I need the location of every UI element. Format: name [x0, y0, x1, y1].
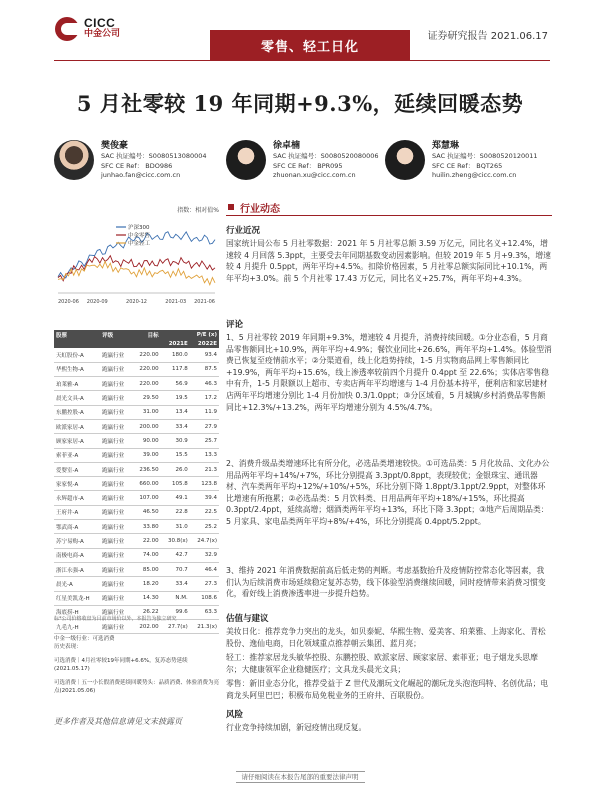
cell-rating: 跑赢行业 [100, 405, 132, 419]
subsection-title: 行业近况 [226, 226, 261, 236]
subsection-title: 风险 [226, 710, 244, 720]
stock-chart-panel [54, 205, 219, 305]
cell-pe-2022e: 25.7 [190, 434, 219, 448]
cell-pe-2021e: 19.5 [161, 391, 190, 405]
table-row [54, 491, 219, 505]
analyst-card [385, 140, 555, 190]
cell-pe-2021e: 15.5 [161, 448, 190, 462]
table-subheader-row [54, 339, 219, 348]
cell-rating: 跑赢行业 [100, 520, 132, 534]
paragraph: 3、维持 2021 年消费数据前高后低走势的判断。考虑基数抬升及疫情防控常态化等因素，我们认为后续消费市场延续稳定复苏态势，线下体验型消费继续回暖，同时疫情带来消费习惯变化，看好线上消费渗透率进一步提升趋势。 [226, 566, 546, 599]
cell-stock: 珀莱雅-A [54, 377, 100, 391]
cell-rating: 跑赢行业 [100, 577, 132, 591]
cell-stock: 华熙生物-A [54, 362, 100, 376]
cell-target: 33.80 [132, 520, 161, 534]
cell-pe-2021e: 30.8(x) [161, 534, 190, 548]
cell-stock: 苏宁易购-A [54, 534, 100, 548]
legend-label: 中金零售 [128, 233, 151, 239]
cell-rating: 跑赢行业 [100, 605, 132, 619]
analyst-sac: SAC 执证编号：S0080520120011 [432, 152, 538, 160]
cell-pe-2022e: 108.6 [190, 591, 219, 605]
cell-rating: 跑赢行业 [100, 548, 132, 562]
cicc-logo-icon [54, 16, 80, 42]
cell-pe-2021e: 117.8 [161, 362, 190, 376]
section-header [226, 200, 552, 216]
cell-pe-2022e: 22.5 [190, 505, 219, 519]
footer-disclaimer [0, 772, 600, 781]
analyst-sfc: SFC CE Ref： BPR095 [273, 161, 343, 170]
cell-pe-2022e: 24.7(x) [190, 534, 219, 548]
analyst-avatar [54, 140, 94, 180]
cell-rating: 跑赢行业 [100, 362, 132, 376]
cell-target: 26.22 [132, 605, 161, 619]
cell-target: 46.50 [132, 505, 161, 519]
cell-rating: 跑赢行业 [100, 562, 132, 576]
analyst-sfc: SFC CE Ref： BQT265 [432, 161, 503, 170]
table-row [54, 434, 219, 448]
cell-pe-2021e: 33.4 [161, 419, 190, 433]
related-report-link[interactable]: 可选消费｜4月社零较19年同期+6.6%，复苏态势延续(2021.05.17) [54, 658, 188, 672]
cell-rating: 跑赢行业 [100, 620, 132, 634]
cell-target: 202.00 [132, 620, 161, 634]
cell-rating: 跑赢行业 [100, 505, 132, 519]
cell-rating: 跑赢行业 [100, 477, 132, 491]
cell-stock: 晨光-A [54, 577, 100, 591]
cell-rating: 跑赢行业 [100, 391, 132, 405]
cell-target: 22.00 [132, 534, 161, 548]
logo-cn: 中金公司 [84, 29, 121, 39]
cell-target: 39.00 [132, 448, 161, 462]
subsection-title: 估值与建议 [226, 614, 269, 624]
cell-pe-2022e: 27.9 [190, 419, 219, 433]
left-notes [54, 635, 219, 695]
cell-pe-2022e: 39.4 [190, 491, 219, 505]
report-type-date: 证券研究报告 2021.06.17 [427, 31, 548, 42]
cell-pe-2022e: 11.9 [190, 405, 219, 419]
paragraph: 2、消费升级品类增速环比有所分化，必选品类增速较快。①可选品类：5 月化妆品、文化办公用品两年平均+14%/+7%，环比分别提高 3.3ppt/0.8ppt，表现较优；金银珠宝、通讯器材、汽车类两年平均+12%/+10%/+5%，环比分别下降 1.8ppt/3.1ppt/2.9ppt，对整体环比增速有所拖累；②必选品类：5 月饮料类、日用品两年平均+18%/+15%，环比提高 0.3ppt/2.4ppt，延续高增；烟酒类两年平均+13%，环比下降 3.3ppt；③地产后周期品类：5 月家具、家电品类两年平均+8%/+4%，环比分别提高 0.4ppt/5.2ppt。 [226, 459, 550, 526]
section-square-icon [228, 204, 234, 210]
cell-target: 85.00 [132, 562, 161, 576]
cell-stock: 东鹏控股-A [54, 405, 100, 419]
cell-rating: 跑赢行业 [100, 348, 132, 362]
cell-target: 29.50 [132, 391, 161, 405]
cell-pe-2022e: 46.4 [190, 562, 219, 576]
cell-target: 220.00 [132, 377, 161, 391]
col-stock: 股票 [54, 330, 100, 339]
cell-rating: 跑赢行业 [100, 434, 132, 448]
stock-valuation-table [54, 330, 219, 634]
cell-pe-2021e: N.M. [161, 591, 190, 605]
chart-unit-label: 指数：相对值% [177, 207, 219, 214]
header-divider [54, 60, 550, 61]
cell-rating: 跑赢行业 [100, 534, 132, 548]
table-row [54, 548, 219, 562]
table-row [54, 377, 219, 391]
cell-target: 74.00 [132, 548, 161, 562]
paragraph: 轻工：推荐家居龙头敏华控股、东鹏控股、欧派家居、顾家家居、索菲亚；电子烟龙头思摩尔；大健康领军企业稳健医疗；文具龙头晨光文具； [226, 653, 538, 674]
table-row [54, 462, 219, 476]
analyst-name: 樊俊豪 [101, 141, 129, 151]
cell-stock: 索菲亚-A [54, 448, 100, 462]
page-title: 5 月社零较 19 年同期+9.3%，延续回暖态势 [76, 91, 524, 116]
cell-stock: 九毛九-H [54, 620, 100, 634]
cell-stock: 顾家家居-A [54, 434, 100, 448]
industry-label: 中金一级行业：可选消费 [54, 636, 115, 642]
analyst-email: junhao.fan@cicc.com.cn [101, 171, 181, 179]
cell-pe-2022e: 63.3 [190, 605, 219, 619]
cell-stock: 王府井-A [54, 505, 100, 519]
cell-target: 220.00 [132, 348, 161, 362]
cell-pe-2022e: 46.3 [190, 377, 219, 391]
table-row [54, 562, 219, 576]
cell-pe-2022e: 87.5 [190, 362, 219, 376]
x-tick-label: 2020-06 [58, 299, 79, 305]
cell-pe-2021e: 13.4 [161, 405, 190, 419]
cicc-logo [54, 16, 120, 42]
cell-target: 107.00 [132, 491, 161, 505]
analyst-email: huilin.zheng@cicc.com.cn [432, 171, 517, 179]
cell-pe-2021e: 56.9 [161, 377, 190, 391]
cell-target: 660.00 [132, 477, 161, 491]
history-label: 历史表现： [54, 644, 82, 650]
analyst-name: 郑慧琳 [432, 141, 460, 151]
report-header [0, 0, 600, 62]
col-pe: P/E (x) [161, 330, 219, 339]
footer-text: 请仔细阅读在本报告尾部的重要法律声明 [236, 771, 365, 783]
cell-pe-2022e: 13.3 [190, 448, 219, 462]
cell-target: 18.20 [132, 577, 161, 591]
cell-pe-2021e: 33.4 [161, 577, 190, 591]
cell-pe-2021e: 99.6 [161, 605, 190, 619]
table-row [54, 362, 219, 376]
x-tick-label: 2020-09 [86, 299, 108, 305]
cell-pe-2022e: 17.2 [190, 391, 219, 405]
cell-pe-2021e: 105.8 [161, 477, 190, 491]
table-row [54, 391, 219, 405]
table-row [54, 505, 219, 519]
x-tick-label: 2021-03 [165, 299, 187, 305]
paragraph: 美妆日化：推荐竞争力突出的龙头，如贝泰妮、华熙生物、爱美客、珀莱雅、上海家化、青松股份、逸仙电商，日化领域重点推荐朝云集团、蓝月亮； [226, 627, 546, 648]
cell-pe-2022e: 21.3 [190, 462, 219, 476]
cell-pe-2021e: 42.7 [161, 548, 190, 562]
table-row [54, 419, 219, 433]
col-rating: 评级 [100, 330, 132, 339]
paragraph: 国家统计局公布 5 月社零数据：2021 年 5 月社零总额 3.59 万亿元，同比名义+12.4%，增速较 4 月回落 5.3ppt，主要受去年同期基数变动因素影响。但较 2019 年 5 月+9.3%，增速较 4 月提升 0.5ppt，两年平均+4.5%。扣除价格因素，5 月社零总额实际同比+10.1%，两年平均+3.0%。前 5 个月社零 17.43 万亿元，同比名义+25.7%，两年平均+4.3%。 [226, 239, 551, 283]
subsection-title: 评论 [226, 320, 244, 330]
cell-stock: 欧派家居-A [54, 419, 100, 433]
analyst-sac: SAC 执证编号：S0080520080006 [273, 152, 379, 160]
paragraph: 1、5 月社零较 2019 年同期+9.3%，增速较 4 月提升，消费持续回暖。①分业态看，5 月商品零售额同比+10.9%，两年平均+4.9%；餐饮业同比+26.6%，两年平均+1.4%。体验型消费已恢复至疫情前水平；②分渠道看，线上化趋势持续，1-5 月实物商品网上零售额同比+19.9%，两年平均+15.6%，线上渗透率较前四个月提升 0.4ppt 至 22.6%；实体店零售稳中有升，1-5 月限额以上超市、专卖店两年平均增速与 1-4 月份基本持平，便利店和家居建材店两年平均增速分别比 1-4 月份加快 0.3/1.0ppt；③分区域看，5 月城镇/乡村消费品零售额同比+12.3%/+13.2%，两年平均增速分别为 4.5%/4.7%。 [226, 333, 552, 412]
analyst-email: zhuonan.xu@cicc.com.cn [273, 171, 356, 179]
table-row [54, 577, 219, 591]
logo-en: CICC [84, 16, 116, 30]
section-title: 行业动态 [240, 204, 280, 215]
table-row [54, 448, 219, 462]
analyst-card [54, 140, 224, 190]
cell-rating: 跑赢行业 [100, 591, 132, 605]
cell-stock: 浙江永强-A [54, 562, 100, 576]
cell-pe-2021e: 49.1 [161, 491, 190, 505]
cell-pe-2022e: 93.4 [190, 348, 219, 362]
cell-target: 90.00 [132, 434, 161, 448]
sector-band: 零售、轻工日化 [210, 30, 410, 60]
paragraph: 零售：新旧业态分化，推荐受益于 Z 世代及潮玩文化崛起的潮玩龙头泡泡玛特、名创优品；电商龙头阿里巴巴；积极布局免税业务的王府井、百联股份。 [226, 679, 549, 700]
legend-label: 沪深300 [128, 225, 150, 231]
analyst-avatar [226, 140, 266, 180]
cell-pe-2022e: 25.2 [190, 520, 219, 534]
table-header-row [54, 330, 219, 339]
analyst-avatar [385, 140, 425, 180]
cell-pe-2021e: 180.0 [161, 348, 190, 362]
table-note: 标*公司价格收盘为目前市场价以外，本报告为独立研究 [54, 616, 177, 622]
cell-stock: 海底捞-H [54, 605, 100, 619]
x-tick-label: 2021-06 [194, 299, 215, 305]
table-row [54, 405, 219, 419]
cell-rating: 跑赢行业 [100, 377, 132, 391]
cell-target: 200.00 [132, 419, 161, 433]
cell-rating: 跑赢行业 [100, 491, 132, 505]
cell-pe-2022e: 32.9 [190, 548, 219, 562]
table-row [54, 591, 219, 605]
cell-stock: 天虹股份-A [54, 348, 100, 362]
analyst-sfc: SFC CE Ref： BDO986 [101, 161, 173, 170]
table-row [54, 520, 219, 534]
cell-target: 236.50 [132, 462, 161, 476]
cell-rating: 跑赢行业 [100, 462, 132, 476]
analyst-sac: SAC 执证编号：S0080513080004 [101, 152, 207, 160]
table-row [54, 348, 219, 362]
x-tick-label: 2020-12 [126, 299, 147, 305]
legend-label: 中金轻工 [128, 241, 151, 247]
col-target: 目标 [132, 330, 161, 339]
cell-pe-2022e: 21.3(x) [190, 620, 219, 634]
cell-rating: 跑赢行业 [100, 419, 132, 433]
analyst-name: 徐卓楠 [273, 141, 301, 151]
cell-pe-2022e: 27.3 [190, 577, 219, 591]
cell-target: 14.30 [132, 591, 161, 605]
cell-stock: 南极电商-A [54, 548, 100, 562]
table-row [54, 477, 219, 491]
cell-pe-2022e: 123.8 [190, 477, 219, 491]
cell-pe-2021e: 70.7 [161, 562, 190, 576]
cell-stock: 爱婴室-A [54, 462, 100, 476]
cell-stock: 鄂武商-A [54, 520, 100, 534]
col-2021e: 2021E [161, 339, 190, 348]
more-authors-note: 更多作者及其他信息请见文末披露页 [54, 717, 182, 726]
cell-target: 31.00 [132, 405, 161, 419]
cell-stock: 永辉超市-A [54, 491, 100, 505]
cell-pe-2021e: 31.0 [161, 520, 190, 534]
analyst-card [226, 140, 396, 190]
cell-pe-2021e: 22.8 [161, 505, 190, 519]
cell-stock: 家家悦-A [54, 477, 100, 491]
cell-stock: 晨光文具-A [54, 391, 100, 405]
cell-stock: 红星美凯龙-H [54, 591, 100, 605]
cell-pe-2021e: 30.9 [161, 434, 190, 448]
cell-target: 220.00 [132, 362, 161, 376]
col-2022e: 2022E [190, 339, 219, 348]
cell-pe-2021e: 26.0 [161, 462, 190, 476]
paragraph: 行业竞争持续加剧，新冠疫情出现反复。 [226, 723, 367, 732]
cell-rating: 跑赢行业 [100, 448, 132, 462]
index-performance-chart [54, 215, 219, 307]
table-row [54, 534, 219, 548]
related-report-link[interactable]: 可选消费｜五一小长假消费延续回暖势头：品质消费、体验消费为亮点(2021.05.06) [54, 680, 220, 694]
cell-pe-2021e: 27.7(x) [161, 620, 190, 634]
